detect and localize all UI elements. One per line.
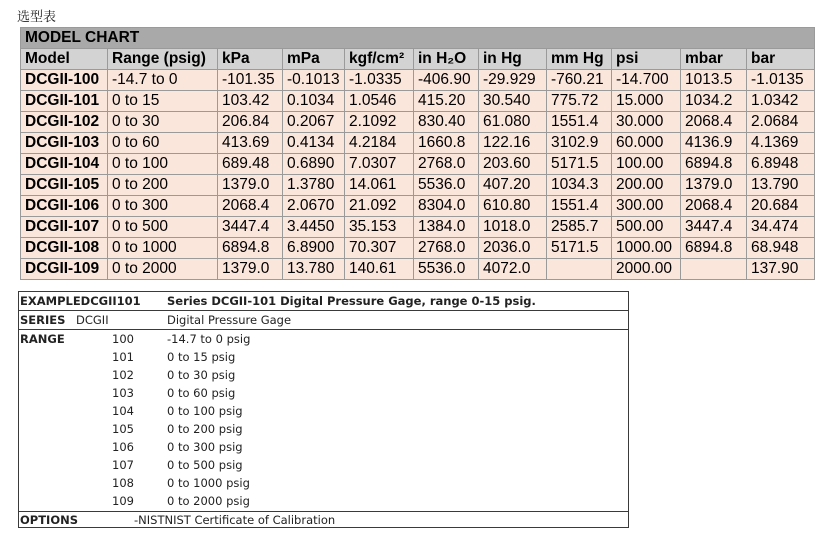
table-cell: 0 to 300 (108, 196, 218, 217)
table-cell: 300.00 (612, 196, 681, 217)
table-cell: 1018.0 (479, 217, 547, 238)
table-cell: 6894.8 (681, 154, 747, 175)
table-cell: 4072.0 (479, 259, 547, 280)
table-cell: -1.0335 (345, 70, 414, 91)
table-cell: 200.00 (612, 175, 681, 196)
table-row (21, 91, 815, 112)
table-cell: 0 to 15 (108, 91, 218, 112)
table-cell: 1379.0 (218, 175, 283, 196)
range-label: RANGE (20, 332, 65, 346)
table-cell: 0 to 1000 (108, 238, 218, 259)
table-cell: 68.948 (747, 238, 815, 259)
range-description: 0 to 15 psig (167, 350, 236, 364)
table-cell: 0 to 2000 (108, 259, 218, 280)
range-description: 0 to 300 psig (167, 440, 243, 454)
divider (19, 329, 628, 330)
table-cell: 2036.0 (479, 238, 547, 259)
table-row (21, 196, 815, 217)
divider (19, 511, 628, 512)
table-cell: 2.1092 (345, 112, 414, 133)
table-row (21, 238, 815, 259)
column-header: mPa (283, 49, 345, 70)
table-cell: 1379.0 (681, 175, 747, 196)
table-cell: 500.00 (612, 217, 681, 238)
model-cell: DCGII-109 (21, 259, 108, 280)
range-description: 0 to 500 psig (167, 458, 243, 472)
table-cell: 0 to 100 (108, 154, 218, 175)
table-cell: 5171.5 (547, 154, 612, 175)
example-label: EXAMPLEDCGII101 (20, 294, 141, 308)
table-cell: 8304.0 (414, 196, 479, 217)
model-chart-table (20, 27, 815, 280)
range-code: 109 (112, 494, 134, 508)
table-cell: 5171.5 (547, 238, 612, 259)
range-description: 0 to 200 psig (167, 422, 243, 436)
range-code: 106 (112, 440, 134, 454)
table-cell: -406.90 (414, 70, 479, 91)
table-cell: 415.20 (414, 91, 479, 112)
chart-title-row (21, 28, 815, 49)
column-header: mm Hg (547, 49, 612, 70)
series-description: Digital Pressure Gage (167, 313, 292, 327)
range-description: 0 to 100 psig (167, 404, 243, 418)
table-cell (681, 259, 747, 280)
model-cell: DCGII-105 (21, 175, 108, 196)
range-code: 103 (112, 386, 134, 400)
range-code: 102 (112, 368, 134, 382)
table-cell: 413.69 (218, 133, 283, 154)
range-code: 104 (112, 404, 134, 418)
range-description: 0 to 2000 psig (167, 494, 250, 508)
table-cell: 5536.0 (414, 259, 479, 280)
range-code: 101 (112, 350, 134, 364)
model-cell: DCGII-106 (21, 196, 108, 217)
table-cell: 2000.00 (612, 259, 681, 280)
table-cell: 407.20 (479, 175, 547, 196)
table-cell: 0 to 500 (108, 217, 218, 238)
range-code: 107 (112, 458, 134, 472)
table-row (21, 112, 815, 133)
table-cell: 20.684 (747, 196, 815, 217)
table-cell: 15.000 (612, 91, 681, 112)
range-code: 105 (112, 422, 134, 436)
range-description: 0 to 30 psig (167, 368, 236, 382)
column-header-row (21, 49, 815, 70)
range-description: 0 to 60 psig (167, 386, 236, 400)
table-cell: 30.540 (479, 91, 547, 112)
model-cell: DCGII-103 (21, 133, 108, 154)
table-cell: 2068.4 (681, 196, 747, 217)
example-legend-box (18, 291, 629, 528)
column-header: mbar (681, 49, 747, 70)
model-cell: DCGII-107 (21, 217, 108, 238)
table-cell: 4136.9 (681, 133, 747, 154)
table-cell: 830.40 (414, 112, 479, 133)
table-cell: 4.1369 (747, 133, 815, 154)
table-cell: -14.7 to 0 (108, 70, 218, 91)
options-label: OPTIONS (20, 513, 79, 527)
table-cell: 1.3780 (283, 175, 345, 196)
table-cell: 3447.4 (681, 217, 747, 238)
model-cell: DCGII-100 (21, 70, 108, 91)
table-cell: 14.061 (345, 175, 414, 196)
table-cell: 35.153 (345, 217, 414, 238)
table-row (21, 154, 815, 175)
table-cell: 5536.0 (414, 175, 479, 196)
model-cell: DCGII-108 (21, 238, 108, 259)
table-cell: 13.790 (747, 175, 815, 196)
example-description: Series DCGII-101 Digital Pressure Gage, range 0-15 psig. (167, 294, 536, 308)
table-cell: 1000.00 (612, 238, 681, 259)
table-cell: 6.8948 (747, 154, 815, 175)
divider (19, 310, 628, 311)
column-header: psi (612, 49, 681, 70)
table-cell: 122.16 (479, 133, 547, 154)
table-cell: 1.0546 (345, 91, 414, 112)
range-code: 100 (112, 332, 134, 346)
table-cell: 0 to 30 (108, 112, 218, 133)
model-cell: DCGII-102 (21, 112, 108, 133)
table-cell: 2068.4 (218, 196, 283, 217)
table-cell: 1660.8 (414, 133, 479, 154)
column-header: in Hg (479, 49, 547, 70)
table-cell: 1034.2 (681, 91, 747, 112)
table-cell: 203.60 (479, 154, 547, 175)
table-cell: 7.0307 (345, 154, 414, 175)
table-cell: 103.42 (218, 91, 283, 112)
model-cell: DCGII-104 (21, 154, 108, 175)
table-cell: -29.929 (479, 70, 547, 91)
table-row (21, 133, 815, 154)
model-cell: DCGII-101 (21, 91, 108, 112)
page-label: 选型表 (17, 10, 57, 25)
table-row (21, 175, 815, 196)
table-cell: 60.000 (612, 133, 681, 154)
table-cell: 1384.0 (414, 217, 479, 238)
column-header: kgf/cm² (345, 49, 414, 70)
table-cell: 0.4134 (283, 133, 345, 154)
table-cell: 2.0670 (283, 196, 345, 217)
table-cell (547, 259, 612, 280)
options-description: -NISTNIST Certificate of Calibration (134, 513, 336, 527)
table-cell: 2768.0 (414, 238, 479, 259)
table-cell: 610.80 (479, 196, 547, 217)
table-cell: 0 to 200 (108, 175, 218, 196)
table-cell: 0 to 60 (108, 133, 218, 154)
column-header: Model (21, 49, 108, 70)
table-cell: 4.2184 (345, 133, 414, 154)
table-cell: 206.84 (218, 112, 283, 133)
column-header: in H₂O (414, 49, 479, 70)
table-cell: 2.0684 (747, 112, 815, 133)
table-cell: 6894.8 (681, 238, 747, 259)
table-cell: -0.1013 (283, 70, 345, 91)
table-cell: 13.780 (283, 259, 345, 280)
table-cell: 2768.0 (414, 154, 479, 175)
table-cell: 6894.8 (218, 238, 283, 259)
table-cell: 689.48 (218, 154, 283, 175)
range-description: 0 to 1000 psig (167, 476, 250, 490)
table-cell: 775.72 (547, 91, 612, 112)
table-cell: 140.61 (345, 259, 414, 280)
table-cell: 1551.4 (547, 196, 612, 217)
table-cell: 6.8900 (283, 238, 345, 259)
table-row (21, 217, 815, 238)
range-description: -14.7 to 0 psig (167, 332, 251, 346)
table-cell: 3102.9 (547, 133, 612, 154)
table-cell: -14.700 (612, 70, 681, 91)
table-cell: 30.000 (612, 112, 681, 133)
table-cell: 1034.3 (547, 175, 612, 196)
table-cell: 70.307 (345, 238, 414, 259)
table-cell: 61.080 (479, 112, 547, 133)
table-cell: 0.1034 (283, 91, 345, 112)
chart-title: MODEL CHART (21, 28, 815, 49)
table-cell: 3447.4 (218, 217, 283, 238)
table-row (21, 259, 815, 280)
table-cell: -760.21 (547, 70, 612, 91)
table-cell: -1.0135 (747, 70, 815, 91)
table-cell: 137.90 (747, 259, 815, 280)
table-cell: 1551.4 (547, 112, 612, 133)
table-row (21, 70, 815, 91)
series-label: SERIES (20, 313, 66, 327)
series-code: DCGII (76, 313, 109, 327)
table-cell: 34.474 (747, 217, 815, 238)
table-cell: 2068.4 (681, 112, 747, 133)
table-cell: 100.00 (612, 154, 681, 175)
chart-body (21, 70, 815, 280)
table-cell: 1013.5 (681, 70, 747, 91)
table-cell: -101.35 (218, 70, 283, 91)
column-header: kPa (218, 49, 283, 70)
table-cell: 0.2067 (283, 112, 345, 133)
table-cell: 0.6890 (283, 154, 345, 175)
table-cell: 2585.7 (547, 217, 612, 238)
range-code: 108 (112, 476, 134, 490)
table-cell: 21.092 (345, 196, 414, 217)
column-header: bar (747, 49, 815, 70)
table-cell: 1.0342 (747, 91, 815, 112)
table-cell: 1379.0 (218, 259, 283, 280)
table-cell: 3.4450 (283, 217, 345, 238)
column-header: Range (psig) (108, 49, 218, 70)
